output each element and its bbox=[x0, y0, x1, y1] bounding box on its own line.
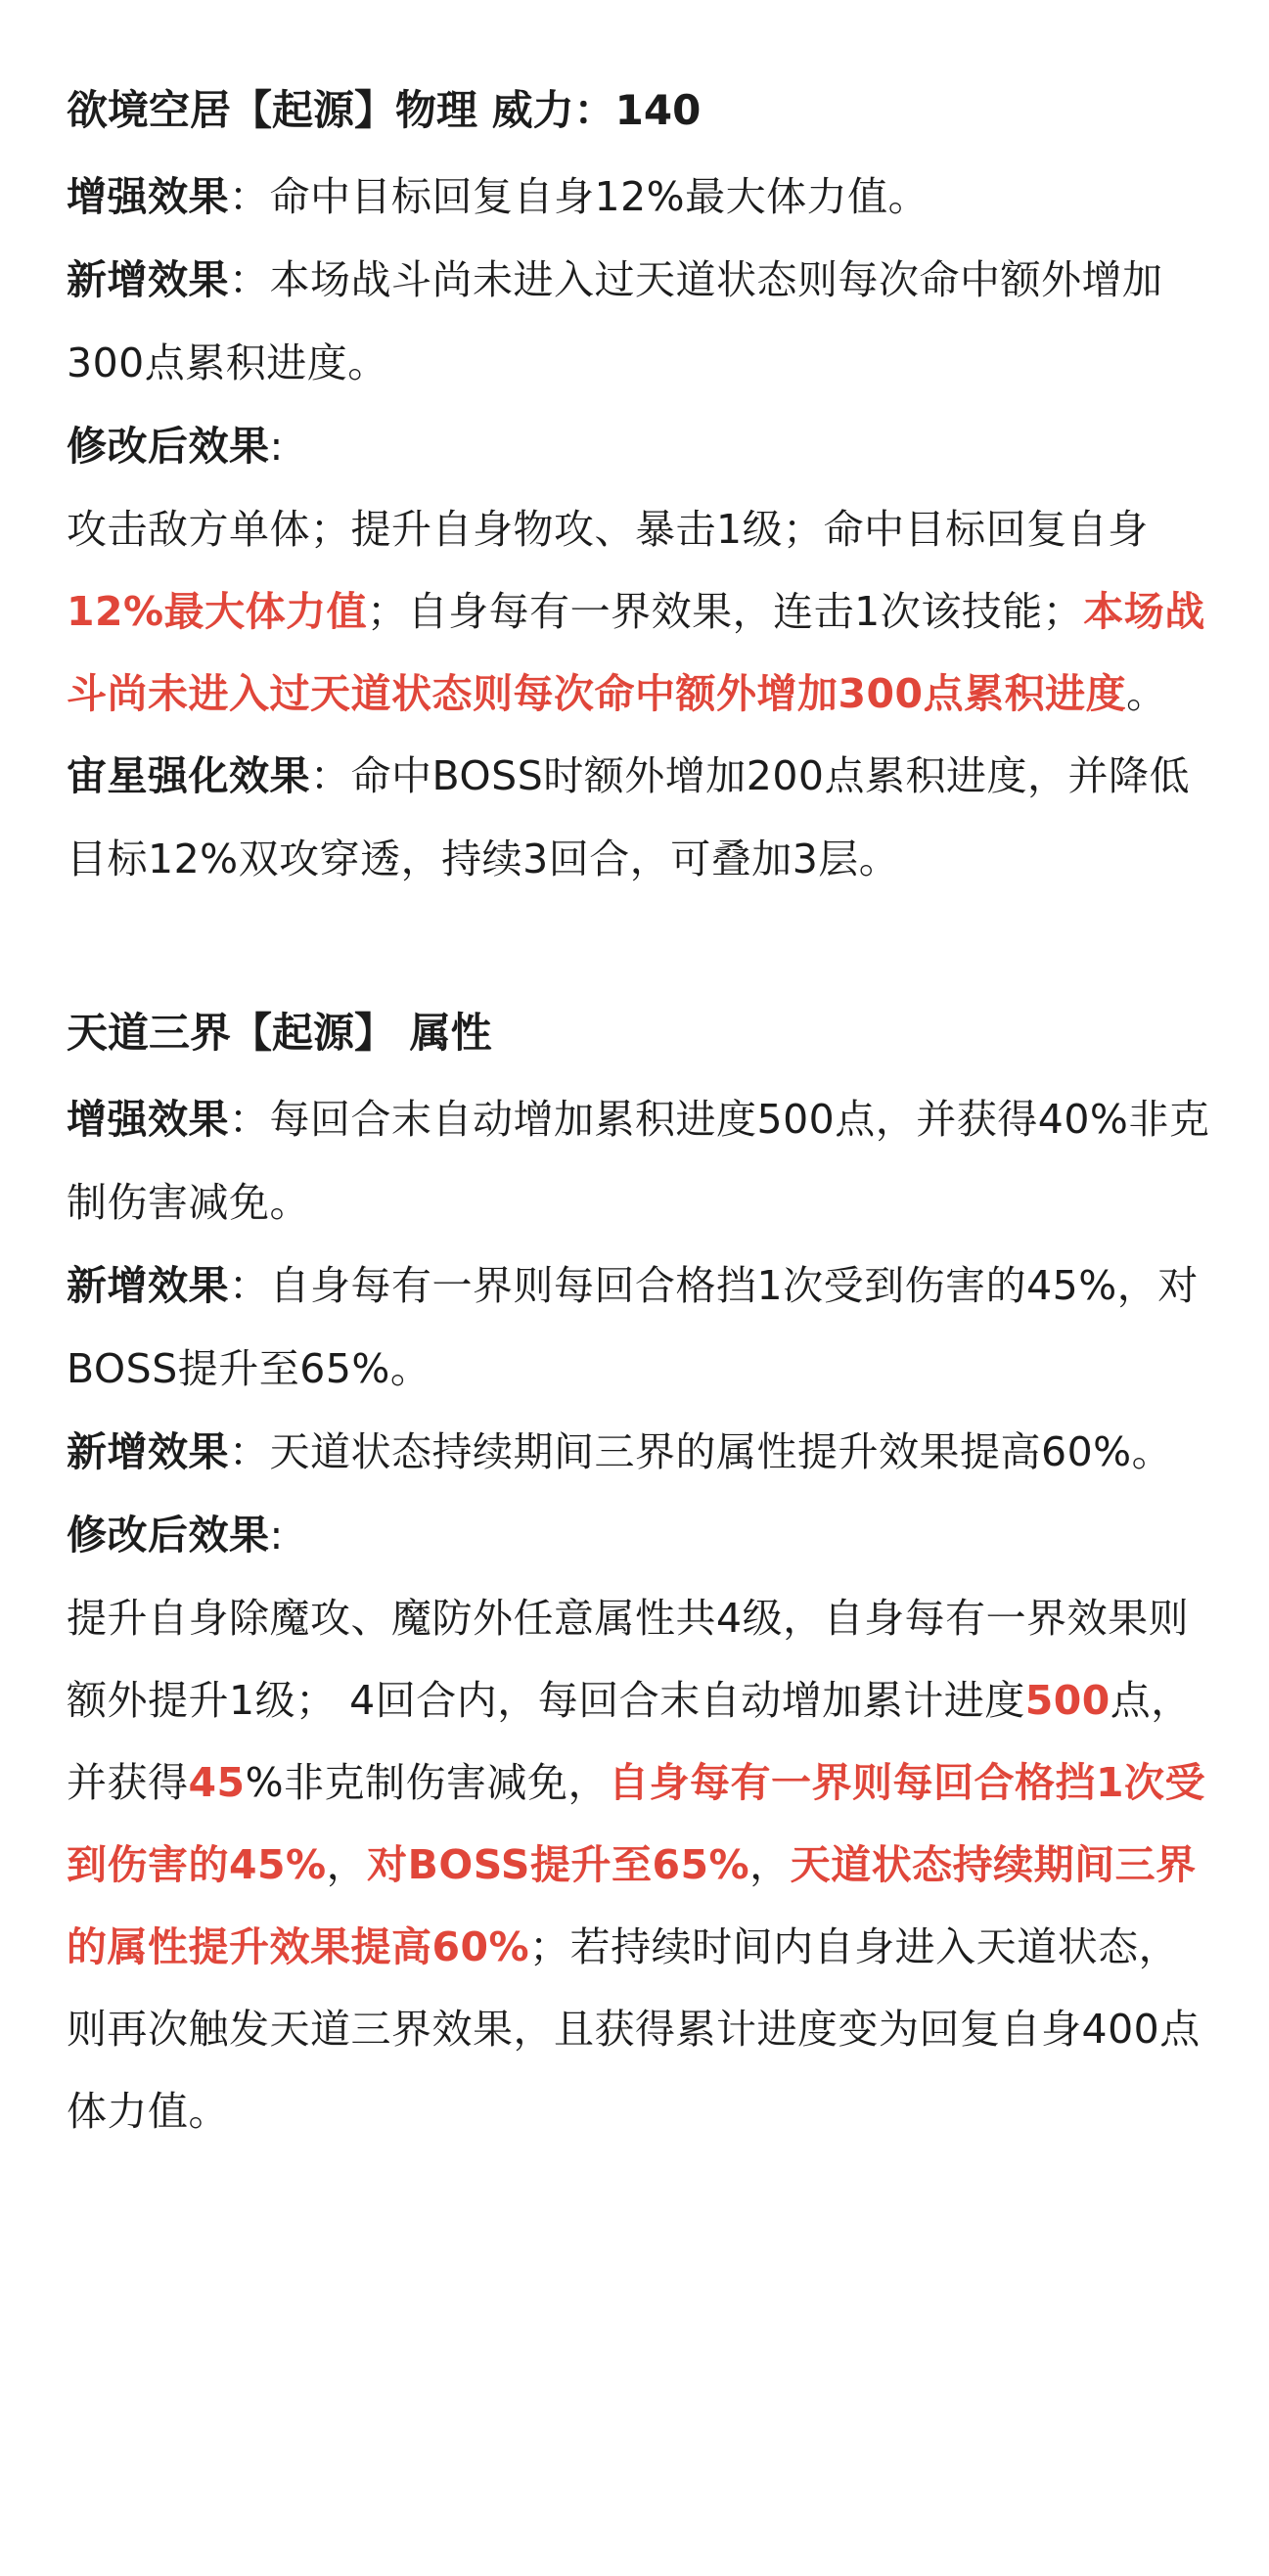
highlight-text: 500 bbox=[1024, 1677, 1110, 1724]
modified-text: ；若持续时间内自身进入天道状态，则再次触发天道三界效果，且获得累计进度变为回复自身400点体力值。 bbox=[67, 1923, 1201, 2135]
new-label: 新增效果 bbox=[67, 256, 229, 303]
section-2-modified-heading bbox=[67, 1494, 1210, 1577]
modified-text: ；自身每有一界效果，连击1次该技能； bbox=[367, 588, 1084, 635]
section-2-enhance bbox=[67, 1078, 1210, 1244]
section-2-new-1 bbox=[67, 1244, 1210, 1411]
cosmic-text: ：命中BOSS时额外增加200点累积进度，并降低目标12%双攻穿透，持续3回合，可叠加3层。 bbox=[67, 752, 1190, 882]
highlight-text: 本场战斗尚未进入过天道状态则每次命中额外增加300点累积进度 bbox=[67, 588, 1205, 717]
modified-colon: : bbox=[269, 1512, 284, 1559]
modified-text: ， bbox=[749, 1841, 791, 1888]
modified-colon: : bbox=[269, 423, 284, 470]
modified-text: %非克制伤害减免， bbox=[245, 1759, 610, 1806]
section-2-modified-body bbox=[67, 1577, 1210, 2152]
enhance-label: 增强效果 bbox=[67, 1096, 229, 1143]
new-text: ：天道状态持续期间三界的属性提升效果提高60%。 bbox=[229, 1428, 1173, 1475]
new-label: 新增效果 bbox=[67, 1262, 229, 1309]
cosmic-label: 宙星强化效果 bbox=[67, 752, 310, 799]
highlight-text: 对BOSS提升至65% bbox=[367, 1841, 750, 1888]
section-1-modified-heading bbox=[67, 405, 1210, 488]
section-1-cosmic bbox=[67, 735, 1210, 901]
new-text: ：自身每有一界则每回合格挡1次受到伤害的45%，对BOSS提升至65%。 bbox=[67, 1262, 1199, 1392]
enhance-text: ：每回合末自动增加累积进度500点，并获得40%非克制伤害减免。 bbox=[67, 1096, 1210, 1226]
new-label: 新增效果 bbox=[67, 1428, 229, 1475]
modified-label: 修改后效果 bbox=[67, 423, 270, 470]
section-1-title: 欲境空居【起源】物理 威力：140 bbox=[67, 86, 702, 134]
enhance-label: 增强效果 bbox=[67, 173, 229, 220]
section-1-modified-body bbox=[67, 488, 1210, 735]
section-1-new bbox=[67, 239, 1210, 405]
modified-text: 攻击敌方单体；提升自身物攻、暴击1级；命中目标回复自身 bbox=[67, 506, 1149, 553]
highlight-text: 自身每有一界则每回合格挡1次受到伤害的45% bbox=[67, 1759, 1206, 1888]
enhance-text: ：命中目标回复自身12%最大体力值。 bbox=[229, 173, 929, 220]
modified-text: ， bbox=[326, 1841, 368, 1888]
modified-text: 。 bbox=[1126, 670, 1167, 717]
section-2-title: 天道三界【起源】 属性 bbox=[67, 1009, 492, 1057]
section-1-enhance bbox=[67, 156, 1210, 239]
modified-label: 修改后效果 bbox=[67, 1512, 270, 1559]
section-1 bbox=[67, 68, 1210, 901]
modified-text: 点，并获得 bbox=[67, 1677, 1192, 1806]
section-2 bbox=[67, 991, 1210, 2152]
highlight-text: 45 bbox=[188, 1759, 246, 1806]
modified-text: 提升自身除魔攻、魔防外任意属性共4级，自身每有一界效果则额外提升1级； 4回合内，每回合末自动增加累计进度 bbox=[67, 1595, 1190, 1724]
new-text: ：本场战斗尚未进入过天道状态则每次命中额外增加300点累积进度。 bbox=[67, 256, 1163, 386]
highlight-text: 天道状态持续期间三界的属性提升效果提高60% bbox=[67, 1841, 1197, 1970]
highlight-text: 12%最大体力值 bbox=[67, 588, 368, 635]
section-2-new-2 bbox=[67, 1411, 1210, 1494]
